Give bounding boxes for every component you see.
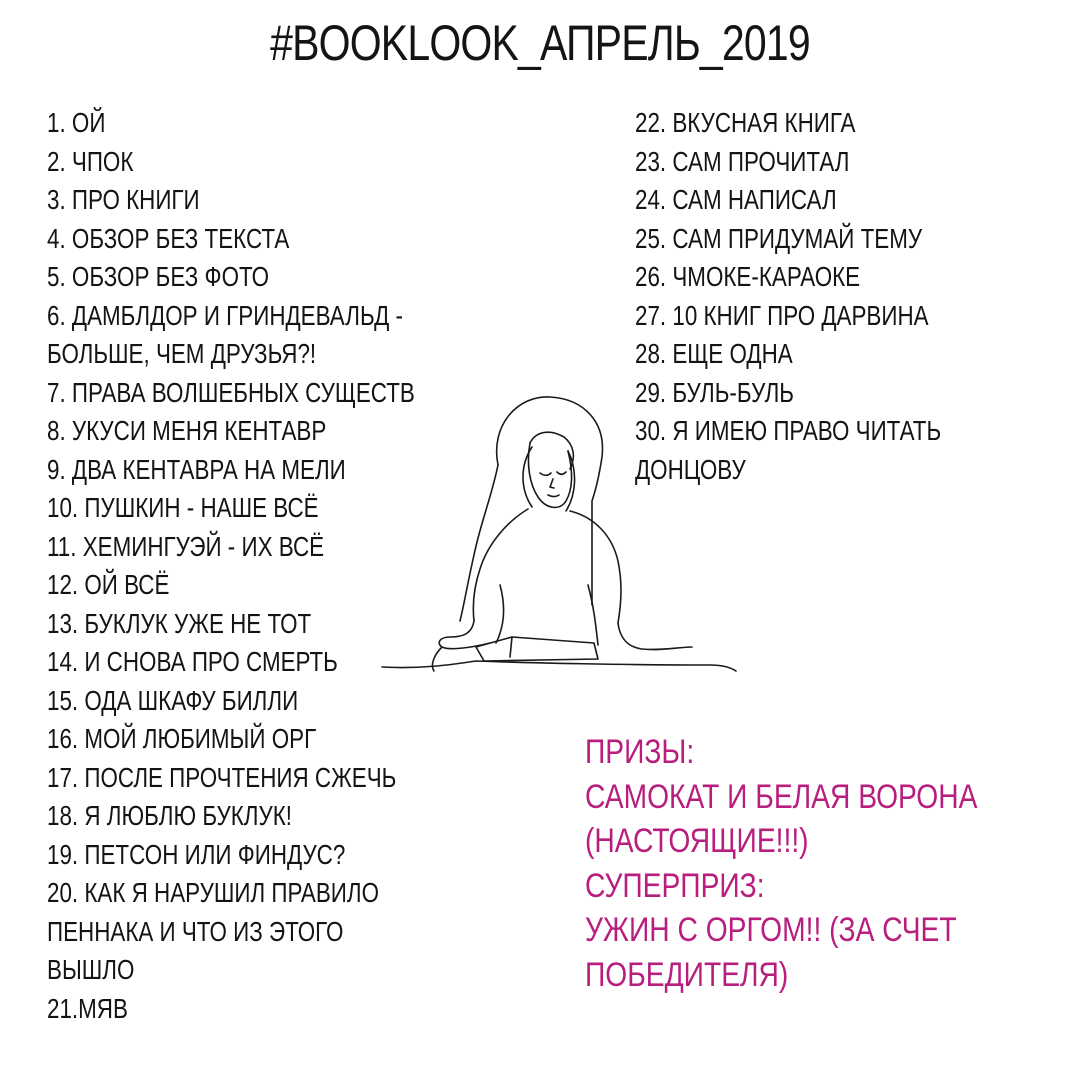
list-item: 27. 10 КНИГ ПРО ДАРВИНА [635,299,929,331]
list-item: 16. МОЙ ЛЮБИМЫЙ ОРГ [47,723,317,754]
list-item: 29. БУЛЬ-БУЛЬ [635,376,794,408]
list-item: 30. Я ИМЕЮ ПРАВО ЧИТАТЬ [635,415,942,446]
list-item: 2. ЧПОК [47,145,134,177]
list-item: 9. ДВА КЕНТАВРА НА МЕЛИ [47,453,346,485]
prize-line: ПОБЕДИТЕЛЯ) [585,955,789,994]
list-item: 19. ПЕТСОН ИЛИ ФИНДУС? [47,838,346,870]
topic-list-left [47,104,415,1028]
list-item: 21.МЯВ [47,992,128,1024]
prize-line: САМОКАТ И БЕЛАЯ ВОРОНА [585,777,978,816]
list-item: 8. УКУСИ МЕНЯ КЕНТАВР [47,415,327,446]
list-item: 26. ЧМОКЕ-КАРАОКЕ [635,261,861,292]
page-title: #BOOKLOOK_АПРЕЛЬ_2019 [270,15,810,71]
list-item: ПЕННАКА И ЧТО ИЗ ЭТОГО [47,915,344,947]
list-item: 20. КАК Я НАРУШИЛ ПРАВИЛО [47,877,380,908]
list-item: 17. ПОСЛЕ ПРОЧТЕНИЯ СЖЕЧЬ [47,761,397,793]
list-item: 18. Я ЛЮБЛЮ БУКЛУК! [47,800,293,831]
list-item: 6. ДАМБЛДОР И ГРИНДЕВАЛЬД - [47,299,404,331]
list-item: 10. ПУШКИН - НАШЕ ВСЁ [47,492,319,523]
list-item: ДОНЦОВУ [635,453,746,485]
list-item: 1. ОЙ [47,107,106,138]
list-item: 23. САМ ПРОЧИТАЛ [635,145,850,177]
list-item: 24. САМ НАПИСАЛ [635,184,837,215]
list-item: 12. ОЙ ВСЁ [47,569,170,600]
list-item: 22. ВКУСНАЯ КНИГА [635,107,856,138]
prizes-block [585,730,977,997]
list-item: 15. ОДА ШКАФУ БИЛЛИ [47,684,299,716]
prizes-heading: ПРИЗЫ: [585,733,695,771]
prize-line: УЖИН С ОРГОМ!! (ЗА СЧЕТ [585,911,957,949]
list-item: 28. ЕЩЕ ОДНА [635,338,793,369]
list-item: 25. САМ ПРИДУМАЙ ТЕМУ [635,222,923,254]
list-item: БОЛЬШЕ, ЧЕМ ДРУЗЬЯ?! [47,338,317,369]
list-item: 7. ПРАВА ВОЛШЕБНЫХ СУЩЕСТВ [47,376,415,408]
topic-list-right [635,104,941,489]
list-item: 13. БУКЛУК УЖЕ НЕ ТОТ [47,607,312,639]
list-item: 4. ОБЗОР БЕЗ ТЕКСТА [47,222,290,254]
list-item: 11. ХЕМИНГУЭЙ - ИХ ВСЁ [47,530,325,562]
prize-line: (НАСТОЯЩИЕ!!!) [585,822,809,860]
superprize-heading: СУПЕРПРИЗ: [585,866,765,905]
list-item: 5. ОБЗОР БЕЗ ФОТО [47,261,270,292]
list-item: ВЫШЛО [47,954,135,985]
list-item: 3. ПРО КНИГИ [47,184,200,215]
list-item: 14. И СНОВА ПРО СМЕРТЬ [47,646,338,677]
